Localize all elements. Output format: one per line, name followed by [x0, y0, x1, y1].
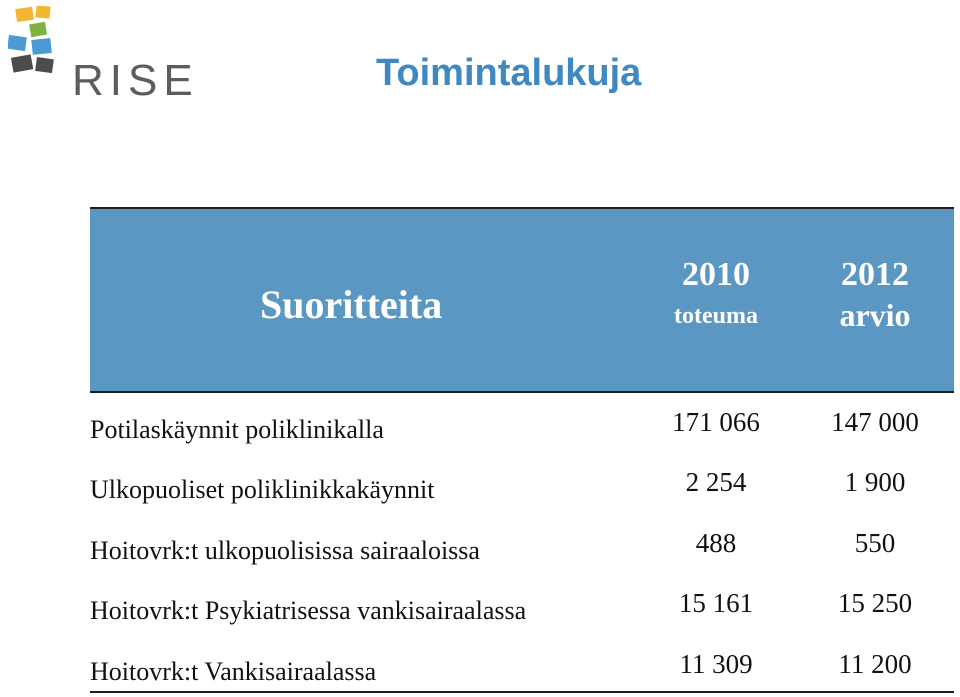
logo-wordmark: RISE: [72, 56, 199, 105]
table-header-label: Suoritteita: [260, 282, 443, 327]
column-year: 2010: [682, 256, 750, 293]
column-year: 2012: [841, 256, 909, 293]
row-value-2012: 147 000: [831, 407, 919, 437]
column-subtitle: toteuma: [674, 303, 758, 329]
row-value-2010: 2 254: [685, 467, 747, 497]
table-bottom-rule: [90, 691, 954, 693]
row-value-2012: 550: [854, 528, 896, 558]
table-row: [90, 467, 954, 507]
row-label: Ulkopuoliset poliklinikkakäynnit: [90, 475, 435, 504]
row-value-2012: 1 900: [844, 467, 906, 497]
table-row: [90, 649, 954, 689]
row-value-2010: 171 066: [672, 407, 760, 437]
column-subtitle: arvio: [839, 297, 911, 333]
row-label: Potilaskäynnit poliklinikalla: [90, 415, 384, 444]
column-header-2010: [636, 255, 796, 330]
table-row: [90, 407, 954, 447]
rise-logo-mark-icon: [8, 6, 68, 80]
row-value-2010: 488: [695, 528, 737, 558]
column-header-2012: [795, 255, 955, 334]
rise-logo: [8, 6, 199, 105]
table-header: [90, 207, 954, 393]
table-row: [90, 588, 954, 628]
row-value-2012: 15 250: [837, 588, 913, 618]
row-value-2012: 11 200: [838, 649, 912, 679]
row-label: Hoitovrk:t Psykiatrisessa vankisairaalassa: [90, 596, 527, 625]
row-label: Hoitovrk:t Vankisairaalassa: [90, 657, 377, 686]
row-value-2010: 15 161: [678, 588, 754, 618]
row-value-2010: 11 309: [679, 649, 753, 679]
row-label: Hoitovrk:t ulkopuolisissa sairaaloissa: [90, 536, 480, 565]
table-row: [90, 528, 954, 568]
page-title: Toimintalukuja: [376, 52, 642, 94]
